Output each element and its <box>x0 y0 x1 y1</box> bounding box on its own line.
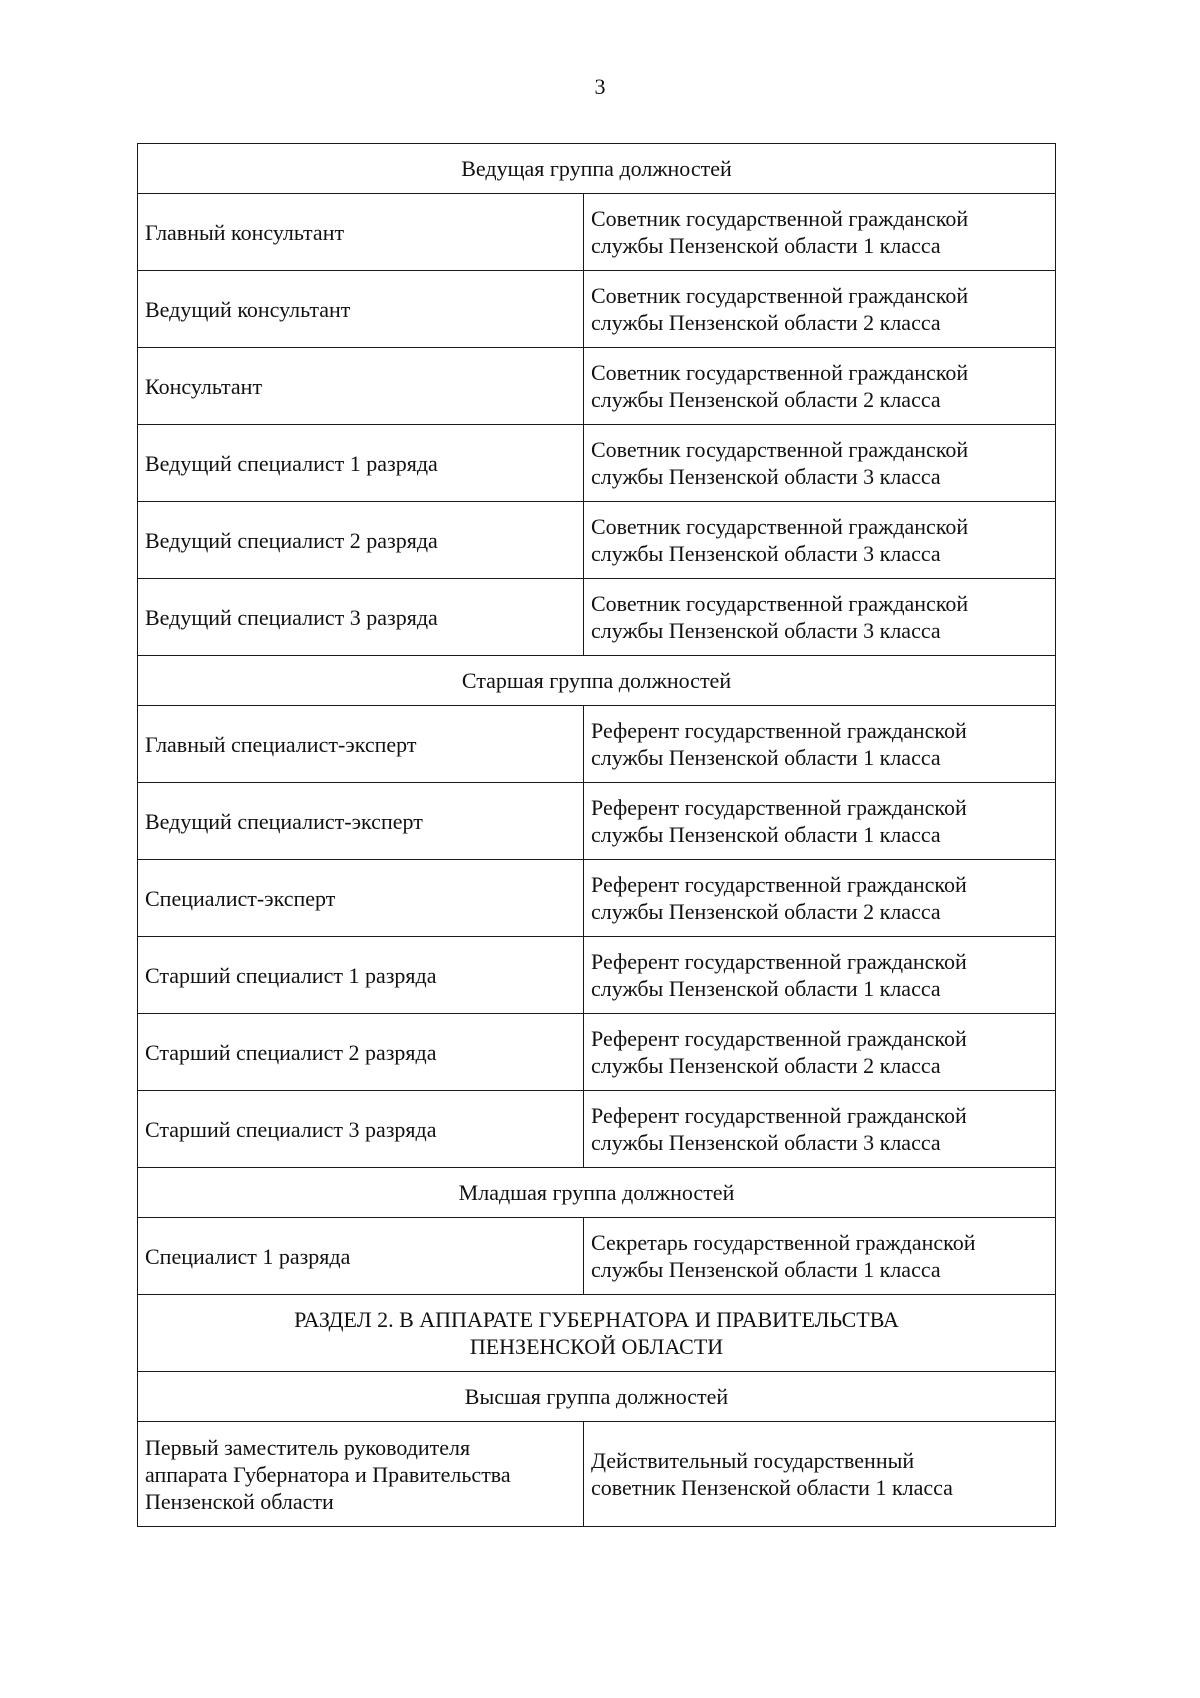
position-title-cell <box>138 502 584 579</box>
position-title-cell <box>138 937 584 1014</box>
class-rank-cell <box>584 425 1056 502</box>
cell-line: Референт государственной гражданской <box>591 872 967 897</box>
table-row <box>138 860 1056 937</box>
group-header-row <box>138 1372 1056 1422</box>
cell-line: службы Пензенской области 3 класса <box>591 618 941 643</box>
position-title-cell <box>138 860 584 937</box>
position-title-cell <box>138 1422 584 1527</box>
table-row <box>138 783 1056 860</box>
cell-line: Пензенской области <box>145 1488 334 1514</box>
position-title-cell <box>138 1091 584 1168</box>
table-row <box>138 194 1056 271</box>
cell-line: Старший специалист 3 разряда <box>145 1116 437 1142</box>
class-rank-cell <box>584 1014 1056 1091</box>
cell-line: Старший специалист 1 разряда <box>145 962 437 988</box>
position-title-cell <box>138 1218 584 1295</box>
group-header-row <box>138 1168 1056 1218</box>
position-title-cell <box>138 348 584 425</box>
cell-line: Советник государственной гражданской <box>591 514 969 539</box>
cell-line: ПЕНЗЕНСКОЙ ОБЛАСТИ <box>469 1334 724 1359</box>
cell-line: службы Пензенской области 3 класса <box>591 464 941 489</box>
table-row <box>138 1091 1056 1168</box>
class-rank-cell <box>584 271 1056 348</box>
cell-line: службы Пензенской области 2 класса <box>591 899 941 924</box>
cell-line: Советник государственной гражданской <box>591 437 969 462</box>
table-row <box>138 425 1056 502</box>
cell-line: службы Пензенской области 3 класса <box>591 541 941 566</box>
class-rank-cell <box>584 579 1056 656</box>
cell-line: Специалист-эксперт <box>145 885 336 911</box>
cell-line: Ведущий специалист 1 разряда <box>145 450 438 476</box>
table-row <box>138 706 1056 783</box>
cell-line: службы Пензенской области 2 класса <box>591 387 941 412</box>
group-header-cell: Младшая группа должностей <box>138 1168 1056 1218</box>
cell-line: службы Пензенской области 2 класса <box>591 310 941 335</box>
cell-line: службы Пензенской области 1 класса <box>591 822 941 847</box>
table-row <box>138 1014 1056 1091</box>
cell-line: Консультант <box>145 373 263 399</box>
cell-line: Старший специалист 2 разряда <box>145 1039 437 1065</box>
class-rank-cell <box>584 1422 1056 1527</box>
cell-line: Ведущий специалист-эксперт <box>145 808 423 834</box>
cell-line: Главный специалист-эксперт <box>145 731 417 757</box>
position-title-cell <box>138 271 584 348</box>
cell-line: Советник государственной гражданской <box>591 360 969 385</box>
group-header-row <box>138 656 1056 706</box>
cell-line: Референт государственной гражданской <box>591 1103 967 1128</box>
group-header-cell: Старшая группа должностей <box>138 656 1056 706</box>
group-header-cell: Высшая группа должностей <box>138 1372 1056 1422</box>
class-rank-cell <box>584 860 1056 937</box>
position-title-cell <box>138 579 584 656</box>
cell-line: Первый заместитель руководителя <box>145 1434 471 1460</box>
table-row <box>138 937 1056 1014</box>
table-row <box>138 1422 1056 1527</box>
cell-line: РАЗДЕЛ 2. В АППАРАТЕ ГУБЕРНАТОРА И ПРАВИТЕЛЬСТВА <box>294 1307 899 1332</box>
position-title-cell <box>138 1014 584 1091</box>
class-rank-cell <box>584 1218 1056 1295</box>
position-title-cell <box>138 783 584 860</box>
position-title-cell <box>138 194 584 271</box>
positions-table-body <box>138 144 1056 1527</box>
table-row <box>138 1218 1056 1295</box>
class-rank-cell <box>584 1091 1056 1168</box>
table-row <box>138 271 1056 348</box>
cell-line: советник Пензенской области 1 класса <box>591 1475 953 1500</box>
page-number: 3 <box>594 74 606 99</box>
section-header-row <box>138 1295 1056 1372</box>
class-rank-cell <box>584 348 1056 425</box>
cell-line: Ведущий специалист 3 разряда <box>145 604 438 630</box>
cell-line: Ведущий специалист 2 разряда <box>145 527 438 553</box>
cell-line: Референт государственной гражданской <box>591 949 967 974</box>
cell-line: аппарата Губернатора и Правительства <box>145 1461 511 1487</box>
table-row <box>138 579 1056 656</box>
section-header-cell <box>138 1295 1056 1372</box>
cell-line: Советник государственной гражданской <box>591 283 969 308</box>
group-header-row <box>138 144 1056 194</box>
cell-line: службы Пензенской области 1 класса <box>591 745 941 770</box>
cell-line: Ведущий консультант <box>145 296 351 322</box>
cell-line: службы Пензенской области 1 класса <box>591 233 941 258</box>
class-rank-cell <box>584 194 1056 271</box>
table-row <box>138 502 1056 579</box>
class-rank-cell <box>584 783 1056 860</box>
positions-table <box>137 143 1056 1527</box>
cell-line: Секретарь государственной гражданской <box>591 1230 976 1255</box>
cell-line: Референт государственной гражданской <box>591 795 967 820</box>
position-title-cell <box>138 425 584 502</box>
cell-line: службы Пензенской области 2 класса <box>591 1053 941 1078</box>
class-rank-cell <box>584 502 1056 579</box>
cell-line: службы Пензенской области 3 класса <box>591 1130 941 1155</box>
group-header-cell: Ведущая группа должностей <box>138 144 1056 194</box>
class-rank-cell <box>584 937 1056 1014</box>
cell-line: Советник государственной гражданской <box>591 591 969 616</box>
cell-line: Советник государственной гражданской <box>591 206 969 231</box>
cell-line: службы Пензенской области 1 класса <box>591 976 941 1001</box>
class-rank-cell <box>584 706 1056 783</box>
cell-line: Главный консультант <box>145 219 345 245</box>
cell-line: службы Пензенской области 1 класса <box>591 1257 941 1282</box>
position-title-cell <box>138 706 584 783</box>
cell-line: Специалист 1 разряда <box>145 1243 351 1269</box>
cell-line: Референт государственной гражданской <box>591 718 967 743</box>
table-row <box>138 348 1056 425</box>
cell-line: Референт государственной гражданской <box>591 1026 967 1051</box>
cell-line: Действительный государственный <box>591 1448 915 1473</box>
